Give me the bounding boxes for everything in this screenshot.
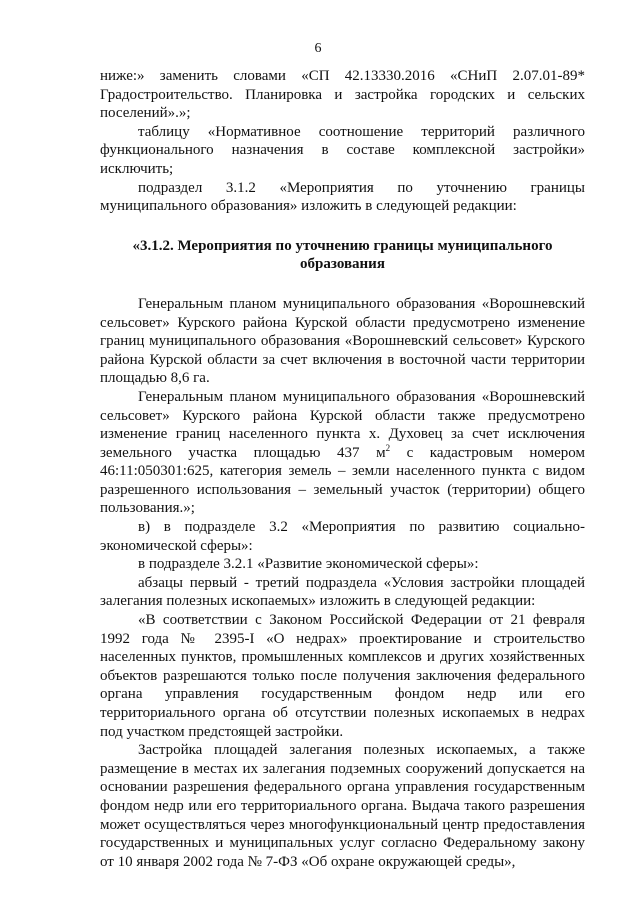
paragraph-subsoil-law: «В соответствии с Законом Российской Федерации от 21 февраля 1992 года № 2395-I «О недрах» проектирование и строительство населенных пунктов, промышленных комплексов и других хозяйственных объектов разрешаются только после получения заключения федерального органа управления государственным фондом недр или его территориального органа об отсутствии полезных ископаемых в недрах под участком предстоящей застройки. [100, 612, 585, 740]
paragraph-mineral-conditions: абзацы первый - третий подраздела «Условия застройки площадей залегания полезных ископаемых» изложить в следующей редакции: [100, 574, 585, 610]
paragraph-subsection-revision: подраздел 3.1.2 «Мероприятия по уточнению границы муниципального образования» изложить в следующей редакции: [100, 179, 585, 215]
paragraph-genplan-settlement [100, 388, 585, 518]
paragraph-subsection-3-2: в) в подразделе 3.2 «Мероприятия по развитию социально-экономической сферы»: [100, 519, 585, 554]
paragraph-subsection-3-2-1: в подразделе 3.2.1 «Развитие экономической сферы»: [138, 556, 479, 573]
paragraph-continuation: ниже:» заменить словами «СП 42.13330.2016 «СНиП 2.07.01-89* Градостроительство. Планировка и застройка городских и сельских поселений».»; [100, 68, 585, 122]
document-body [100, 67, 585, 871]
superscript: 2 [385, 442, 391, 453]
paragraph-text: с кадастровым номером 46:11:050301:625, категория земель – земли населенного пункта с видом разрешенного использования – земельный участок (территории) общего пользования.»; [100, 444, 586, 517]
section-heading: «3.1.2. Мероприятия по уточнению границы муниципального образования [132, 237, 553, 273]
page-number: 6 [314, 41, 322, 56]
paragraph-genplan-boundary: Генеральным планом муниципального образования «Ворошневский сельсовет» Курского района Курской области предусмотрено изменение границ муниципального образования «Ворошневский сельсовет» Курского района Курской области за счет включения в восточной части территории площадью 8,6 га. [100, 295, 585, 387]
paragraph-table-exclusion: таблицу «Нормативное соотношение территорий различного функционального назначения в составе комплексной застройки» исключить; [100, 123, 585, 177]
paragraph-mineral-development: Застройка площадей залегания полезных ископаемых, а также размещение в местах их залегания подземных сооружений допускается на основании разрешения федерального органа управления государственным фондом недр или его территориального органа. Выдача такого разрешения может осуществляться через многофункциональный центр предоставления государственных и муниципальных услуг согласно Федеральному закону от 10 января 2002 года № 7-ФЗ «Об охране окружающей среды», [100, 742, 585, 870]
paragraph-text: Генеральным планом муниципального образования «Ворошневский сельсовет» Курского района Курской области также предусмотрено изменение границ населенного пункта х. Духовец за счет исключения земельного участка площадью 437 м [100, 388, 585, 461]
spacer [100, 274, 585, 295]
spacer [100, 216, 585, 237]
